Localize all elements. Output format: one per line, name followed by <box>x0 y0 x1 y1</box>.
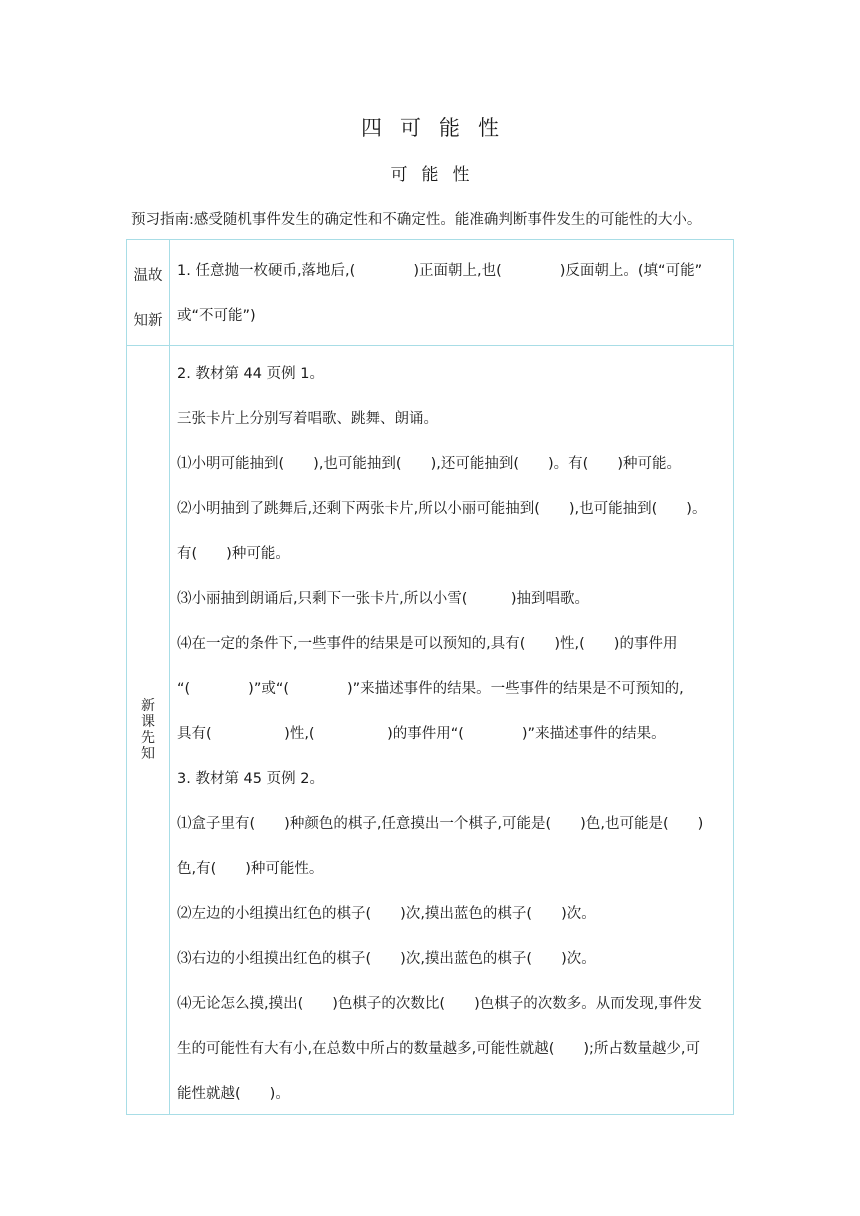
question-line: 有( )种可能。 <box>177 546 290 562</box>
question-line: 三张卡片上分别写着唱歌、跳舞、朗诵。 <box>177 411 438 427</box>
question-line: 3. 教材第 45 页例 2。 <box>177 771 324 787</box>
section-label-char: 新 <box>141 698 155 714</box>
section-content-review <box>170 240 734 346</box>
question-line: ⑶右边的小组摸出红色的棋子( )次,摸出蓝色的棋子( )次。 <box>177 951 596 967</box>
question-line: 具有( )性,( )的事件用“( )”来描述事件的结果。 <box>177 726 666 742</box>
section-label-new-lesson <box>127 346 170 1115</box>
question-line: ⑵小明抽到了跳舞后,还剩下两张卡片,所以小丽可能抽到( ),也可能抽到( )。 <box>177 501 707 517</box>
question-line: 生的可能性有大有小,在总数中所占的数量越多,可能性就越( );所占数量越少,可 <box>177 1041 701 1057</box>
question-line: 1. 任意抛一枚硬币,落地后,( )正面朝上,也( )反面朝上。(填“可能” <box>177 263 703 279</box>
question-line: ⑴小明可能抽到( ),也可能抽到( ),还可能抽到( )。有( )种可能。 <box>177 456 681 472</box>
section-label-line: 温故 <box>133 268 163 284</box>
question-line: 能性就越( )。 <box>177 1086 290 1102</box>
question-line: ⑷在一定的条件下,一些事件的结果是可以预知的,具有( )性,( )的事件用 <box>177 636 678 652</box>
section-label-line: 知新 <box>133 313 163 329</box>
exercise-table <box>126 239 734 1115</box>
section-content-new-lesson <box>170 346 734 1115</box>
section-label-char: 课 <box>141 714 155 730</box>
question-line: ⑵左边的小组摸出红色的棋子( )次,摸出蓝色的棋子( )次。 <box>177 906 596 922</box>
question-line: ⑴盒子里有( )种颜色的棋子,任意摸出一个棋子,可能是( )色,也可能是( ) <box>177 816 704 832</box>
question-line: 或“不可能”) <box>177 308 256 324</box>
question-line: ⑶小丽抽到朗诵后,只剩下一张卡片,所以小雪( )抽到唱歌。 <box>177 591 590 607</box>
question-line: ⑷无论怎么摸,摸出( )色棋子的次数比( )色棋子的次数多。从而发现,事件发 <box>177 996 702 1012</box>
page-title: 四可能性 <box>361 116 517 140</box>
preview-guide: 预习指南:感受随机事件发生的确定性和不确定性。能准确判断事件发生的可能性的大小。 <box>131 212 702 228</box>
page-subtitle: 可能性 <box>390 165 484 185</box>
section-label-char: 知 <box>141 746 155 762</box>
section-label-char: 先 <box>141 730 155 746</box>
table-row-review <box>127 240 734 346</box>
section-label-review <box>127 240 170 346</box>
question-line: “( )”或“( )”来描述事件的结果。一些事件的结果是不可预知的, <box>177 681 684 697</box>
table-row-new-lesson <box>127 346 734 1115</box>
question-line: 2. 教材第 44 页例 1。 <box>177 366 324 382</box>
question-line: 色,有( )种可能性。 <box>177 861 324 877</box>
